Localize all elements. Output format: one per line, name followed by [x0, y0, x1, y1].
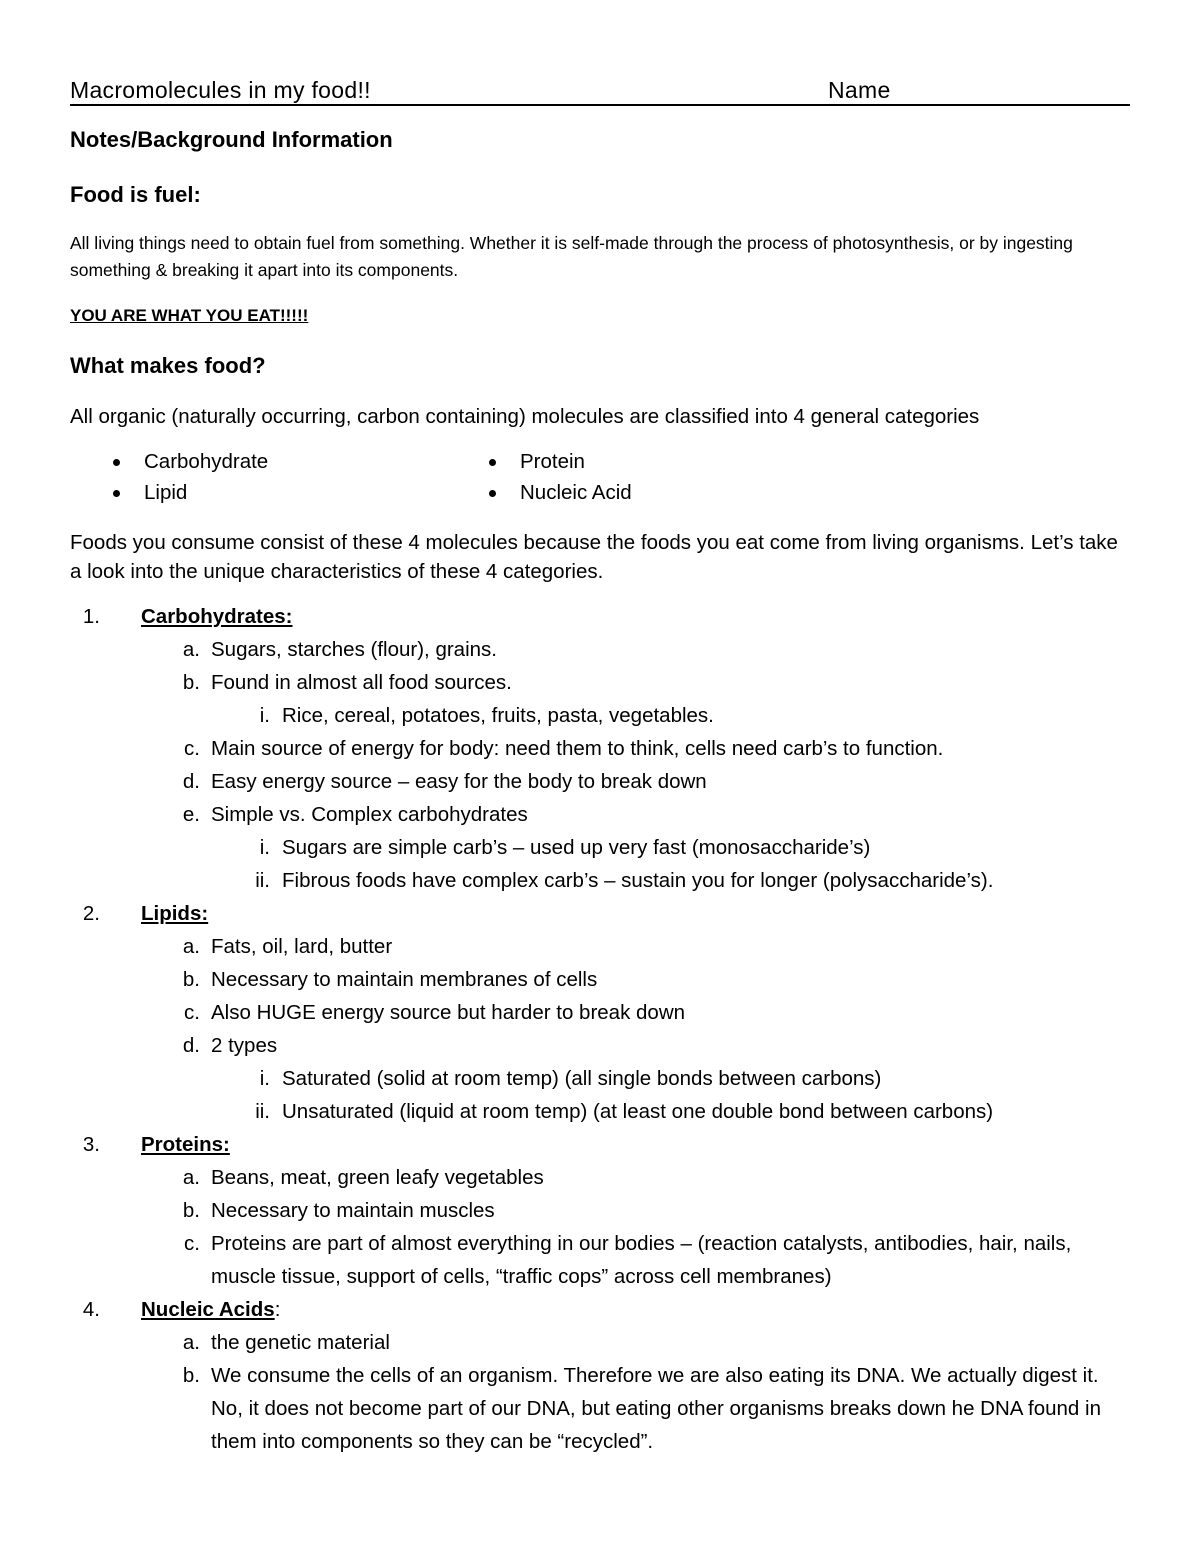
item-marker: a.	[182, 1166, 200, 1189]
categories-intro: All organic (naturally occurring, carbon containing) molecules are classified into 4 general categories	[70, 405, 980, 428]
item-marker: a.	[182, 935, 200, 958]
item-text: Fibrous foods have complex carb’s – sustain you for longer (polysaccharide’s).	[282, 869, 994, 892]
item-text: Beans, meat, green leafy vegetables	[211, 1166, 544, 1189]
item-marker: b.	[182, 1364, 200, 1387]
section-title-suffix: :	[274, 1298, 281, 1321]
section-number: 3.	[82, 1133, 100, 1156]
item-marker: i.	[259, 704, 270, 727]
item-text: We consume the cells of an organism. Therefore we are also eating its DNA. We actually digest it. No, it does not become part of our DNA, but eating other organisms breaks down he DNA found in them into components so they can be “recycled”.	[211, 1364, 1101, 1453]
category-label: Lipid	[144, 481, 188, 504]
bullet-icon	[489, 459, 496, 466]
section-number: 2.	[82, 902, 100, 925]
foods-text: Foods you consume consist of these 4 molecules because the foods you eat come from living organisms. Let’s take a look into the unique characteristics of these 4 categories.	[70, 531, 1118, 583]
header-line	[70, 70, 1130, 106]
item-marker: ii.	[255, 1100, 270, 1123]
item-text: Also HUGE energy source but harder to break down	[211, 1001, 686, 1024]
item-marker: c.	[184, 1232, 200, 1255]
item-marker: d.	[182, 1034, 200, 1057]
item-marker: b.	[182, 671, 200, 694]
item-text: Proteins are part of almost everything in our bodies – (reaction catalysts, antibodies, hair, nails, muscle tissue, support of cells, “traffic cops” across cell membranes)	[211, 1232, 1072, 1288]
item-marker: c.	[184, 737, 200, 760]
item-text: Sugars, starches (flour), grains.	[211, 638, 497, 661]
category-label: Carbohydrate	[144, 450, 269, 473]
section-title-text: Proteins:	[141, 1133, 230, 1156]
section-title	[141, 1293, 280, 1326]
item-marker: c.	[184, 1001, 200, 1024]
item-marker: a.	[182, 1331, 200, 1354]
item-marker: b.	[182, 968, 200, 991]
item-marker: e.	[182, 803, 200, 826]
item-text: Main source of energy for body: need them to think, cells need carb’s to function.	[211, 737, 944, 760]
list-item	[70, 481, 187, 505]
section-title	[141, 897, 208, 930]
what-makes-food-heading: What makes food?	[70, 353, 266, 378]
slogan: YOU ARE WHAT YOU EAT!!!!!	[70, 306, 309, 325]
list-item	[446, 450, 585, 474]
item-text: Necessary to maintain muscles	[211, 1199, 495, 1222]
item-text: Sugars are simple carb’s – used up very fast (monosaccharide’s)	[282, 836, 871, 859]
notes-heading: Notes/Background Information	[70, 127, 393, 152]
fuel-text: All living things need to obtain fuel from something. Whether it is self-made through the process of photosynthesis, or by ingesting something & breaking it apart into its components.	[70, 233, 1073, 280]
item-text: Rice, cereal, potatoes, fruits, pasta, vegetables.	[282, 704, 714, 727]
section-title-text: Carbohydrates:	[141, 605, 293, 628]
item-text: Fats, oil, lard, butter	[211, 935, 393, 958]
list-item	[446, 481, 632, 505]
section-number: 4.	[82, 1298, 100, 1321]
item-text: Found in almost all food sources.	[211, 671, 512, 694]
item-marker: ii.	[255, 869, 270, 892]
item-text: the genetic material	[211, 1331, 390, 1354]
item-marker: a.	[182, 638, 200, 661]
bullet-icon	[113, 459, 120, 466]
document-title: Macromolecules in my food!!	[70, 77, 371, 103]
item-marker: i.	[259, 836, 270, 859]
item-text: 2 types	[211, 1034, 278, 1057]
name-field[interactable]	[828, 77, 1130, 104]
item-marker: b.	[182, 1199, 200, 1222]
item-text: Simple vs. Complex carbohydrates	[211, 803, 528, 826]
section-title	[141, 1128, 230, 1161]
section-title-text: Lipids:	[141, 902, 209, 925]
bullet-icon	[489, 490, 496, 497]
bullet-icon	[113, 490, 120, 497]
worksheet-page	[70, 70, 1130, 1453]
section-title-text: Nucleic Acids	[141, 1298, 275, 1321]
item-text: Unsaturated (liquid at room temp) (at least one double bond between carbons)	[282, 1100, 994, 1123]
category-label: Protein	[520, 450, 585, 473]
list-item	[70, 450, 268, 474]
item-text: Easy energy source – easy for the body to break down	[211, 770, 707, 793]
item-text: Necessary to maintain membranes of cells	[211, 968, 598, 991]
item-marker: d.	[182, 770, 200, 793]
section-number: 1.	[82, 605, 100, 628]
item-text: Saturated (solid at room temp) (all single bonds between carbons)	[282, 1067, 882, 1090]
section-title	[141, 600, 293, 633]
fuel-heading: Food is fuel:	[70, 182, 201, 207]
item-marker: i.	[259, 1067, 270, 1090]
category-label: Nucleic Acid	[520, 481, 632, 504]
name-label: Name	[828, 77, 891, 103]
